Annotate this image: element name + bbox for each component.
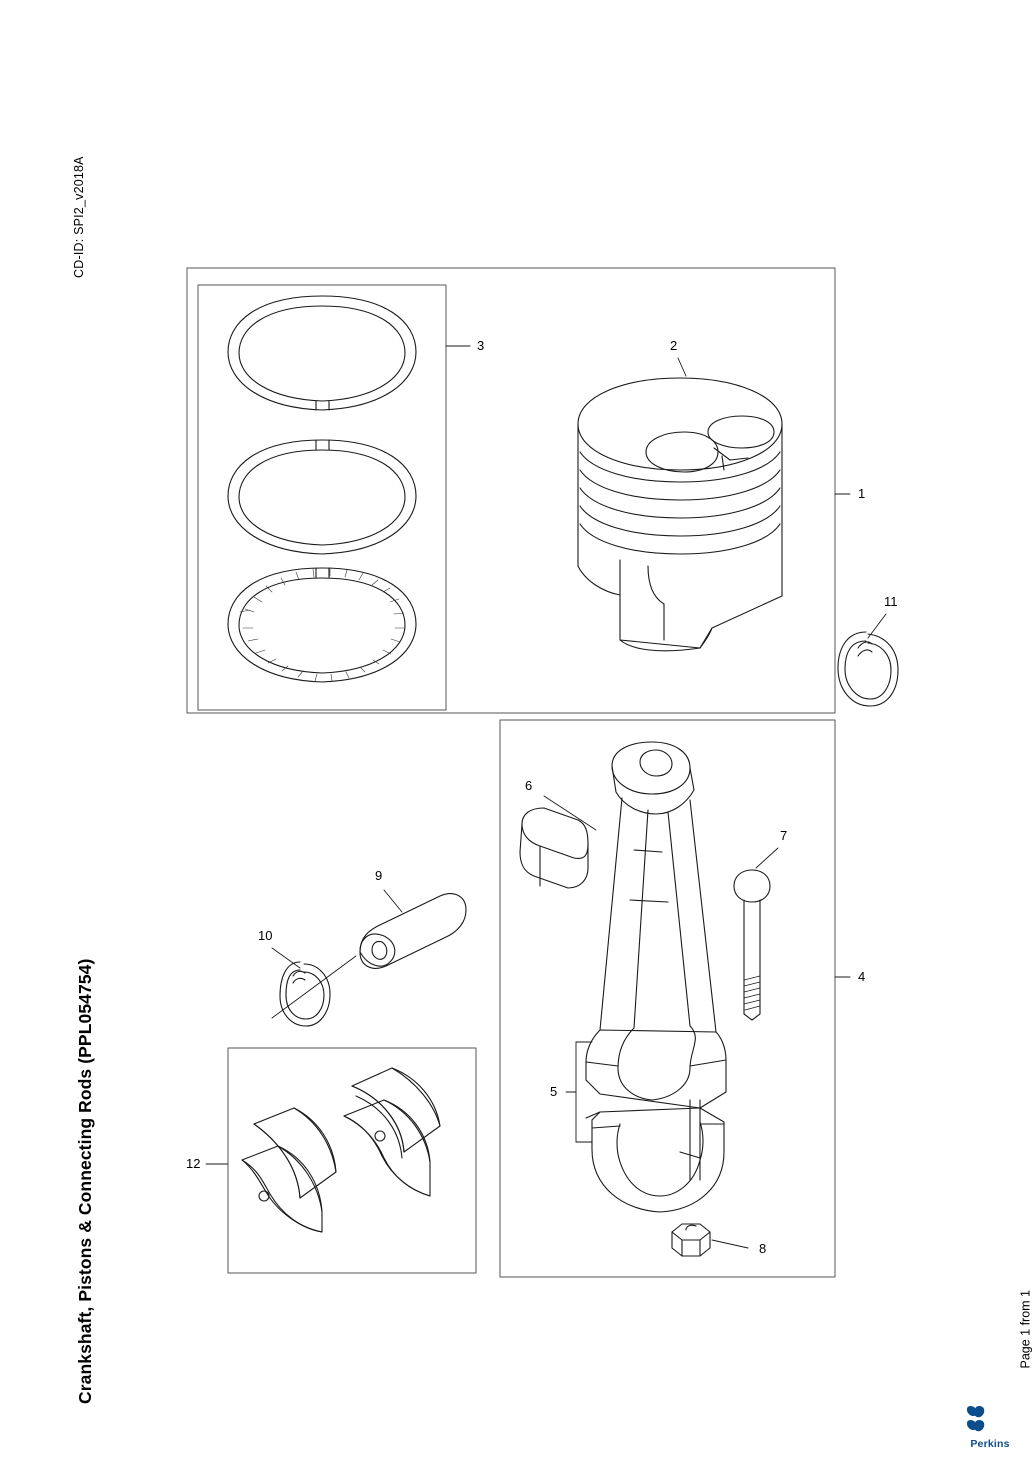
page-count-label: Page 1 from 1 [1019,1290,1033,1369]
leader-10 [272,948,300,968]
callout-10: 10 [258,928,273,943]
small-end-bush [520,796,596,888]
leader-8 [712,1240,748,1248]
piston-ring-top [228,296,416,410]
main-bearing-shells [206,1068,440,1232]
connecting-rod-bearing-pair [566,1042,592,1142]
callout-5: 5 [550,1084,558,1099]
piston-ring-oil-control [228,568,416,682]
callout-4: 4 [858,969,866,984]
callout-9: 9 [375,868,383,883]
piston-ring-middle [228,440,416,554]
connecting-rod-nut [672,1224,748,1256]
connecting-rod-box [500,720,835,1277]
piston-pin [360,890,466,968]
cd-id-label: CD-ID: SPI2_v2018A [72,156,86,278]
leader-11 [868,614,886,638]
leader-7 [756,848,778,868]
leader-6 [544,796,596,830]
callout-11: 11 [884,594,898,609]
callout-1: 1 [858,486,866,501]
retaining-ring-right [838,614,898,706]
callout-7: 7 [780,828,788,843]
leader-9 [384,890,402,912]
connecting-rod [586,742,850,1212]
callout-6: 6 [525,778,533,793]
page-title: Crankshaft, Pistons & Connecting Rods (PPL054754) [75,958,95,1404]
piston-ring-set [228,296,470,682]
piston [578,358,850,651]
callout-3: 3 [477,338,485,353]
retaining-ring-left [272,948,356,1026]
callout-8: 8 [759,1241,767,1256]
leader-2 [678,358,686,376]
bearing-shells-box [228,1048,476,1273]
brand-name: Perkins [970,1438,1010,1450]
callout-12: 12 [186,1156,201,1171]
callout-2: 2 [670,338,678,353]
outer-frame [187,268,835,713]
connecting-rod-bolt [734,848,778,1020]
